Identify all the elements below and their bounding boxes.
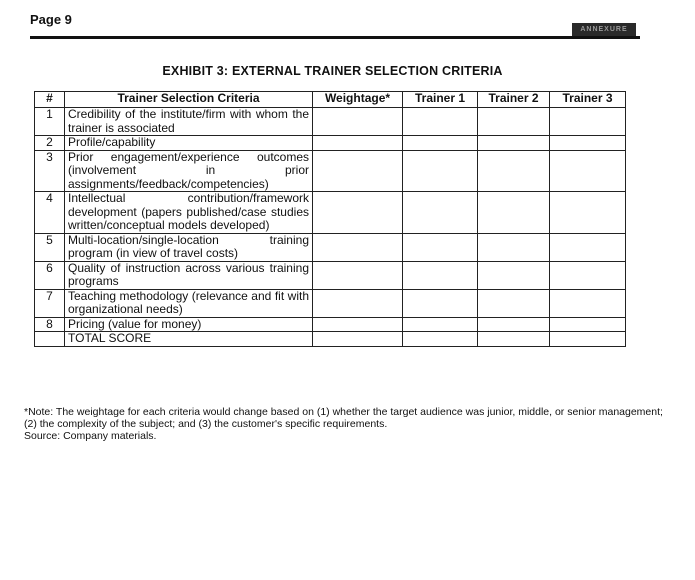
trainer-2-cell [478, 317, 550, 332]
weightage-cell [313, 108, 403, 136]
criteria-cell: Quality of instruction across various training programs [65, 261, 313, 289]
row-number: 1 [35, 108, 65, 136]
weightage-cell [313, 261, 403, 289]
trainer-1-cell [403, 317, 478, 332]
trainer-1-cell [403, 136, 478, 151]
criteria-cell: Teaching methodology (relevance and fit with organizational needs) [65, 289, 313, 317]
criteria-table [34, 91, 626, 347]
weightage-cell [313, 150, 403, 192]
trainer-1-cell [403, 289, 478, 317]
trainer-2-cell [478, 289, 550, 317]
criteria-cell: Credibility of the institute/firm with whom the trainer is associated [65, 108, 313, 136]
trainer-1-cell [403, 261, 478, 289]
total-trainer-3-cell [550, 332, 626, 347]
trainer-3-cell [550, 261, 626, 289]
total-trainer-2-cell [478, 332, 550, 347]
table-row [35, 150, 626, 192]
total-trainer-1-cell [403, 332, 478, 347]
total-row [35, 332, 626, 347]
page-number: Page 9 [30, 12, 72, 27]
trainer-1-cell [403, 108, 478, 136]
weightage-cell [313, 136, 403, 151]
table-row [35, 289, 626, 317]
weightage-cell [313, 192, 403, 234]
row-number: 4 [35, 192, 65, 234]
row-number: 6 [35, 261, 65, 289]
column-header-number: # [35, 92, 65, 108]
trainer-3-cell [550, 233, 626, 261]
criteria-cell: Intellectual contribution/framework development (papers published/case studies written/conceptual models developed) [65, 192, 313, 234]
publisher-logo [572, 23, 636, 36]
criteria-cell: Profile/capability [65, 136, 313, 151]
trainer-1-cell [403, 150, 478, 192]
trainer-3-cell [550, 136, 626, 151]
trainer-2-cell [478, 150, 550, 192]
table-row [35, 233, 626, 261]
table-row [35, 317, 626, 332]
criteria-cell: Prior engagement/experience outcomes (involvement in prior assignments/feedback/competencies) [65, 150, 313, 192]
total-weightage-cell [313, 332, 403, 347]
row-number: 3 [35, 150, 65, 192]
trainer-2-cell [478, 108, 550, 136]
total-score-label: TOTAL SCORE [65, 332, 313, 347]
column-header-weightage: Weightage* [313, 92, 403, 108]
source-line: Source: Company materials. [24, 430, 157, 442]
trainer-3-cell [550, 289, 626, 317]
row-number: 2 [35, 136, 65, 151]
trainer-1-cell [403, 192, 478, 234]
trainer-3-cell [550, 317, 626, 332]
table-row [35, 108, 626, 136]
table-row [35, 136, 626, 151]
row-number: 7 [35, 289, 65, 317]
trainer-2-cell [478, 233, 550, 261]
table-row [35, 261, 626, 289]
footnote [24, 406, 664, 442]
trainer-1-cell [403, 233, 478, 261]
trainer-3-cell [550, 192, 626, 234]
weightage-cell [313, 317, 403, 332]
header-divider [30, 36, 640, 39]
trainer-2-cell [478, 136, 550, 151]
column-header-criteria: Trainer Selection Criteria [65, 92, 313, 108]
table-row [35, 192, 626, 234]
weightage-cell [313, 233, 403, 261]
total-number-cell [35, 332, 65, 347]
row-number: 8 [35, 317, 65, 332]
exhibit-title: EXHIBIT 3: EXTERNAL TRAINER SELECTION CRITERIA [162, 64, 503, 78]
criteria-cell: Pricing (value for money) [65, 317, 313, 332]
trainer-3-cell [550, 108, 626, 136]
trainer-3-cell [550, 150, 626, 192]
weightage-cell [313, 289, 403, 317]
column-header-trainer-2: Trainer 2 [478, 92, 550, 108]
trainer-2-cell [478, 261, 550, 289]
trainer-2-cell [478, 192, 550, 234]
weightage-note: *Note: The weightage for each criteria would change based on (1) whether the target audience was junior, middle, or senior management; (2) the complexity of the subject; and (3) the customer's specific requirements. [24, 406, 663, 430]
row-number: 5 [35, 233, 65, 261]
publisher-logo-text: ANNEXURE [580, 26, 628, 33]
criteria-cell: Multi-location/single-location training program (in view of travel costs) [65, 233, 313, 261]
column-header-trainer-3: Trainer 3 [550, 92, 626, 108]
table-header-row [35, 92, 626, 108]
column-header-trainer-1: Trainer 1 [403, 92, 478, 108]
